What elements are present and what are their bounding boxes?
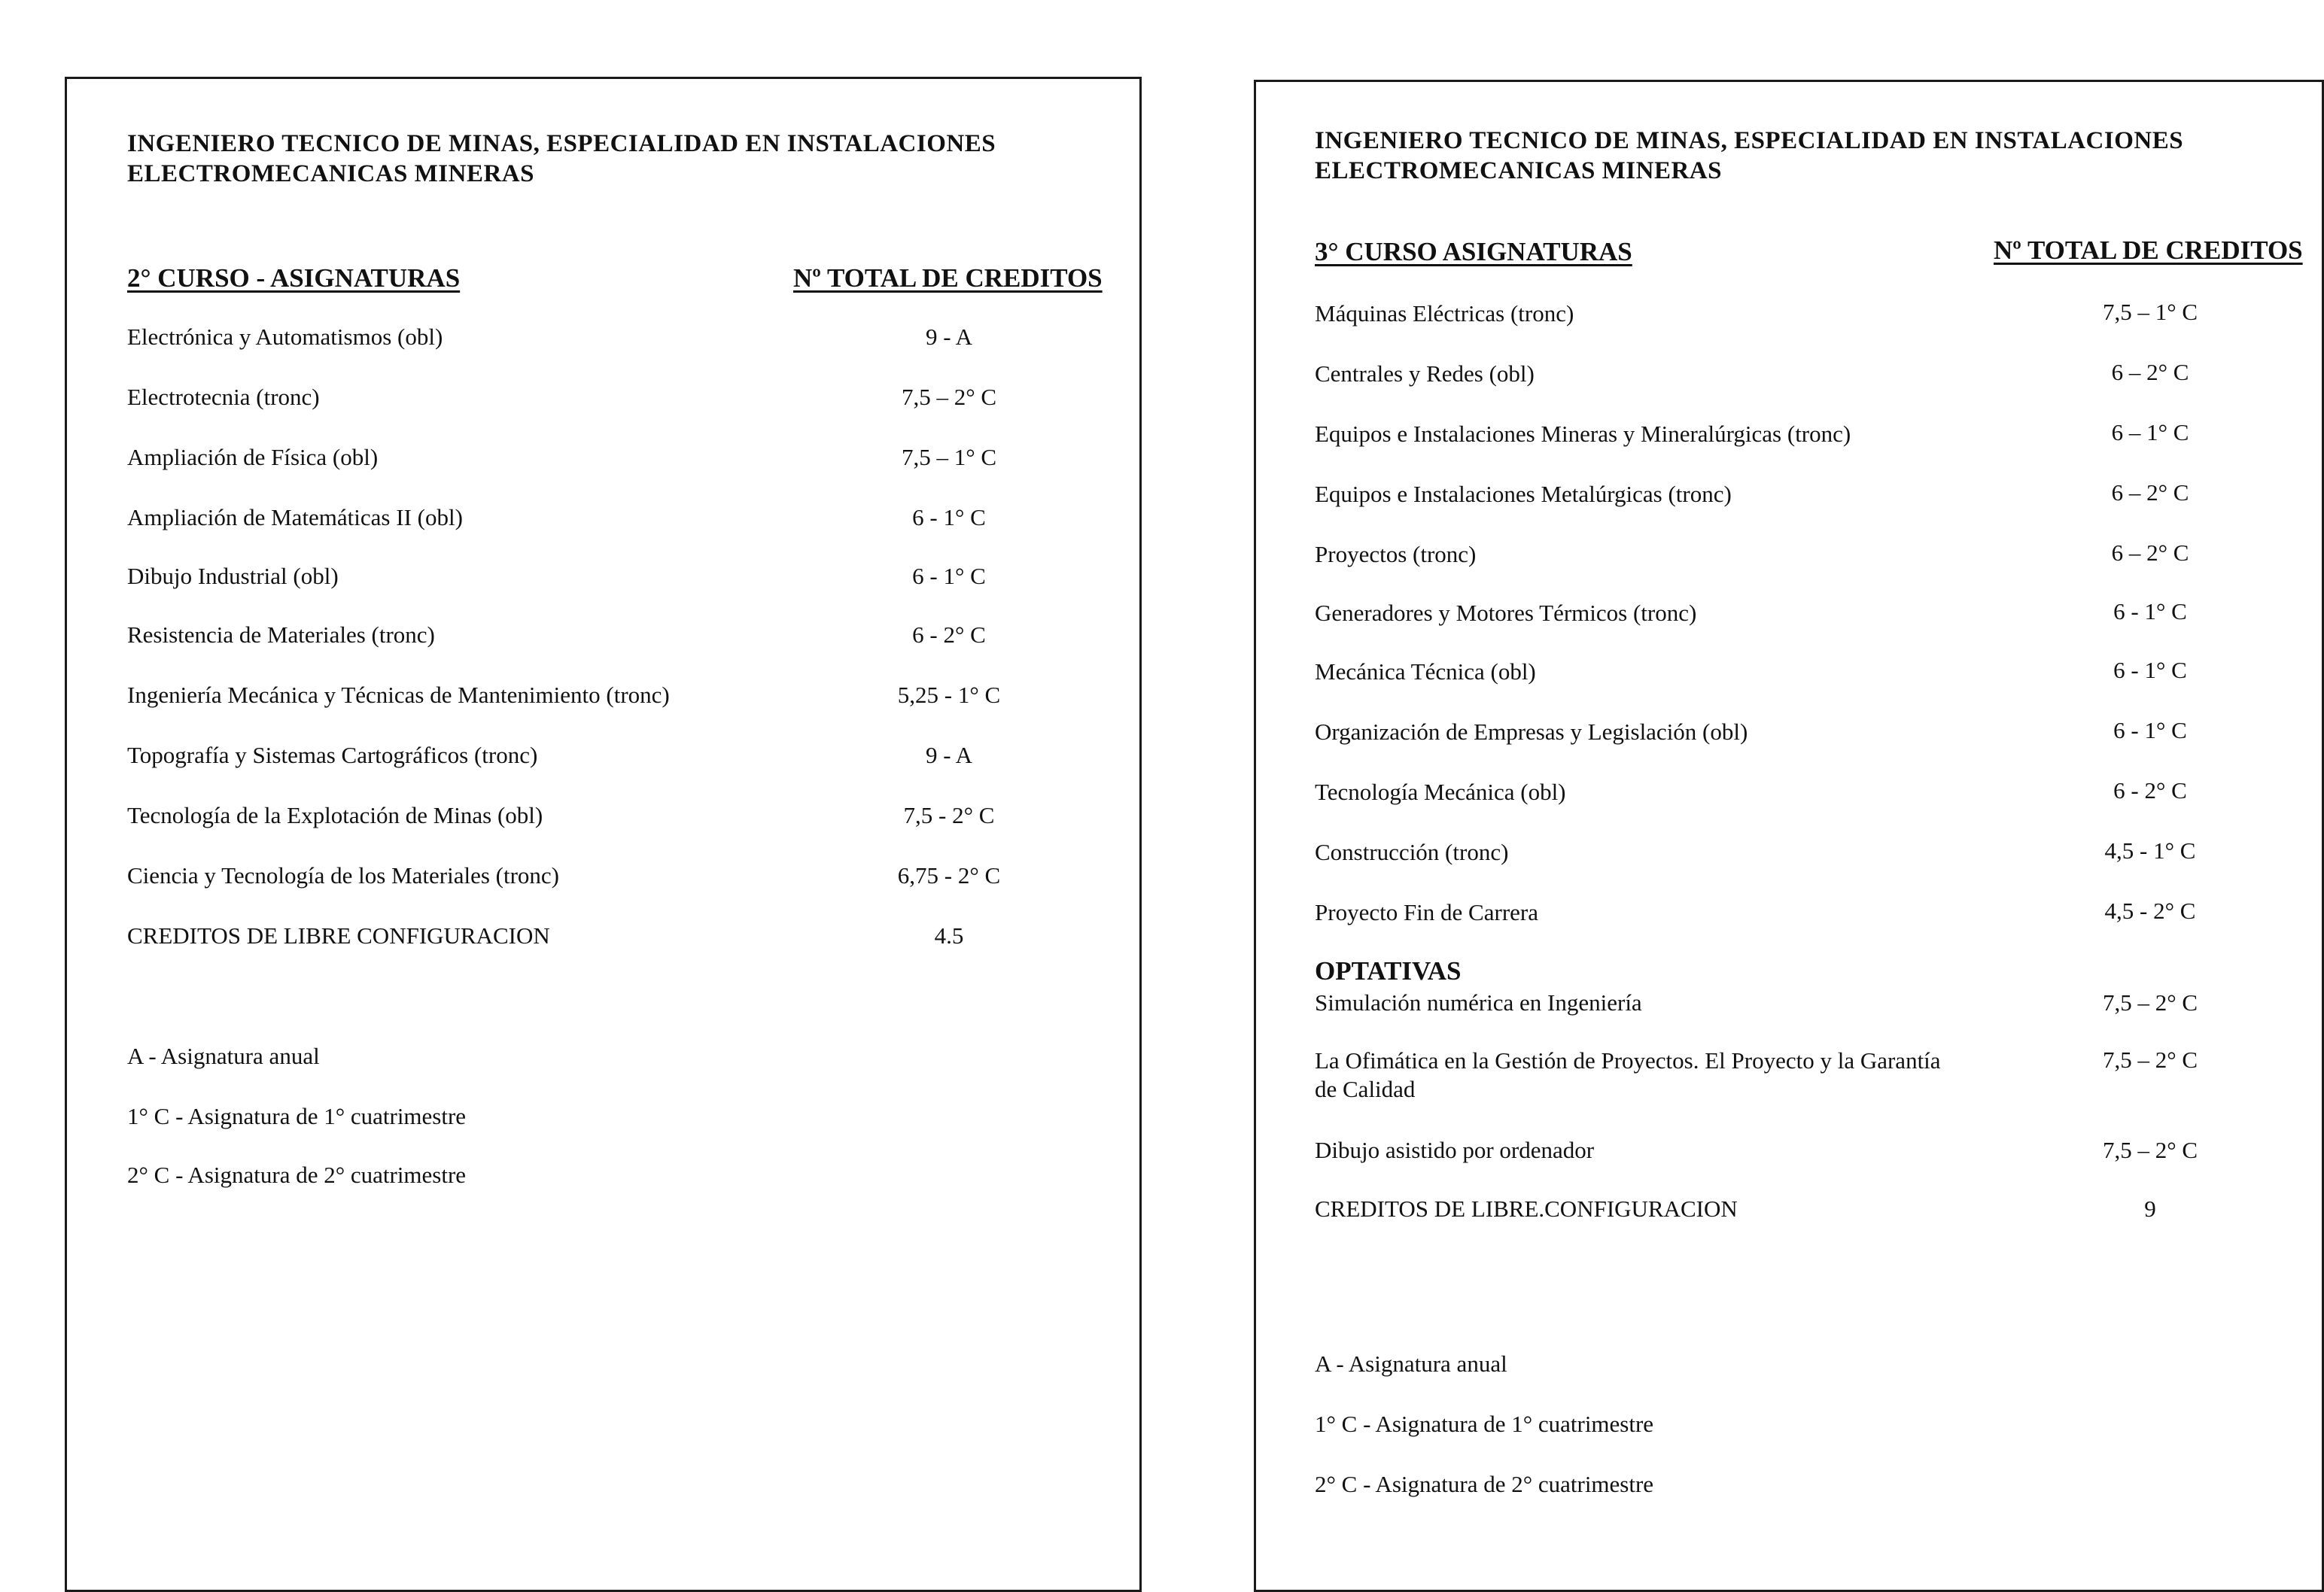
- subject-row-label: Tecnología Mecánica (obl): [1315, 779, 1566, 805]
- subject-row-label: Equipos e Instalaciones Mineras y Mineralúrgicas (tronc): [1315, 421, 1851, 447]
- elective-row-credits: 7,5 – 2° C: [2102, 1137, 2198, 1163]
- credits-column-header: Nº TOTAL DE CREDITOS: [1994, 235, 2303, 265]
- subject-row-label: Equipos e Instalaciones Metalúrgicas (tronc): [1315, 481, 1732, 507]
- subject-row-label: Ciencia y Tecnología de los Materiales (tronc): [127, 862, 559, 889]
- subject-row-label: Ingeniería Mecánica y Técnicas de Mantenimiento (tronc): [127, 682, 670, 708]
- subject-row-label: Organización de Empresas y Legislación (obl): [1315, 719, 1748, 745]
- elective-row-label: La Ofimática en la Gestión de Proyectos. El Proyecto y la Garantía de Calidad: [1315, 1047, 1941, 1102]
- legend-second-term: 2° C - Asignatura de 2° cuatrimestre: [127, 1162, 467, 1188]
- subject-row-credits: 6 - 2° C: [912, 621, 986, 648]
- subject-row-label: Resistencia de Materiales (tronc): [127, 621, 435, 648]
- free-credits-label: CREDITOS DE LIBRE.CONFIGURACION: [1315, 1196, 1738, 1222]
- subject-row-label: Proyecto Fin de Carrera: [1315, 899, 1538, 925]
- subject-row-credits: 6 - 1° C: [912, 563, 986, 589]
- subject-row-label: Generadores y Motores Térmicos (tronc): [1315, 600, 1697, 626]
- legend-first-term: 1° C - Asignatura de 1° cuatrimestre: [1315, 1411, 1654, 1437]
- subject-row-credits: 6 – 2° C: [2111, 359, 2189, 385]
- subjects-column-header: 3° CURSO ASIGNATURAS: [1315, 237, 1632, 266]
- legend-second-term: 2° C - Asignatura de 2° cuatrimestre: [1315, 1471, 1654, 1497]
- subject-row-credits: 6 – 1° C: [2111, 419, 2189, 445]
- subject-row-credits: 6,75 - 2° C: [897, 862, 1001, 889]
- elective-row-credits: 7,5 – 2° C: [2102, 1047, 2198, 1073]
- legend-annual: A - Asignatura anual: [127, 1043, 320, 1069]
- subject-row-label: Construcción (tronc): [1315, 839, 1509, 865]
- subject-row-label: Electrotecnia (tronc): [127, 384, 320, 410]
- free-credits-value: 9: [2144, 1196, 2156, 1222]
- elective-row-label: Dibujo asistido por ordenador: [1315, 1137, 1595, 1163]
- subject-row-label: Dibujo Industrial (obl): [127, 563, 339, 589]
- subject-row-label: Electrónica y Automatismos (obl): [127, 324, 443, 350]
- subject-row-credits: 9 - A: [926, 324, 972, 350]
- subject-row-label: Topografía y Sistemas Cartográficos (tronc): [127, 742, 538, 768]
- right-page: [1254, 80, 2324, 1592]
- subject-row-credits: 7,5 – 1° C: [2102, 299, 2198, 325]
- subject-row-credits: 6 – 2° C: [2111, 479, 2189, 506]
- subject-row-credits: 9 - A: [926, 742, 972, 768]
- subject-row-credits: 6 – 2° C: [2111, 539, 2189, 566]
- legend-first-term: 1° C - Asignatura de 1° cuatrimestre: [127, 1103, 467, 1129]
- subject-row-credits: 6 - 1° C: [912, 504, 986, 530]
- subject-row-credits: 6 - 1° C: [2113, 717, 2187, 743]
- page-title-line1: INGENIERO TECNICO DE MINAS, ESPECIALIDAD EN INSTALACIONES: [127, 130, 996, 157]
- subject-row-credits: 5,25 - 1° C: [897, 682, 1001, 708]
- subject-row-credits: 7,5 – 2° C: [901, 384, 997, 410]
- page-title-line2: ELECTROMECANICAS MINERAS: [127, 160, 534, 187]
- page-title-line2: ELECTROMECANICAS MINERAS: [1315, 157, 1722, 184]
- subject-row-label: Ampliación de Física (obl): [127, 444, 379, 470]
- subject-row-label: Mecánica Técnica (obl): [1315, 658, 1536, 685]
- subjects-column-header: 2° CURSO - ASIGNATURAS: [127, 263, 461, 293]
- free-credits-value: 4.5: [934, 922, 964, 949]
- credits-column-header: Nº TOTAL DE CREDITOS: [793, 263, 1103, 293]
- subject-row-label: Tecnología de la Explotación de Minas (obl): [127, 802, 543, 828]
- subject-row-credits: 6 - 2° C: [2113, 777, 2187, 804]
- subject-row-credits: 4,5 - 2° C: [2104, 898, 2196, 924]
- optativas-header: OPTATIVAS: [1315, 956, 1462, 986]
- subject-row-label: Centrales y Redes (obl): [1315, 360, 1535, 387]
- subject-row-credits: 4,5 - 1° C: [2104, 837, 2196, 864]
- elective-row-credits: 7,5 – 2° C: [2102, 989, 2198, 1016]
- subject-row-credits: 6 - 1° C: [2113, 598, 2187, 624]
- legend-annual: A - Asignatura anual: [1315, 1350, 1507, 1377]
- page-title-line1: INGENIERO TECNICO DE MINAS, ESPECIALIDAD EN INSTALACIONES: [1315, 127, 2184, 154]
- subject-row-label: Proyectos (tronc): [1315, 541, 1477, 567]
- subject-row-label: Ampliación de Matemáticas II (obl): [127, 504, 463, 530]
- subject-row-credits: 7,5 – 1° C: [901, 444, 997, 470]
- subject-row-credits: 7,5 - 2° C: [903, 802, 995, 828]
- free-credits-label: CREDITOS DE LIBRE CONFIGURACION: [127, 922, 550, 949]
- subject-row-credits: 6 - 1° C: [2113, 657, 2187, 683]
- subject-row-label: Máquinas Eléctricas (tronc): [1315, 300, 1574, 327]
- left-page: [65, 77, 1142, 1592]
- elective-row-label: Simulación numérica en Ingeniería: [1315, 989, 1642, 1016]
